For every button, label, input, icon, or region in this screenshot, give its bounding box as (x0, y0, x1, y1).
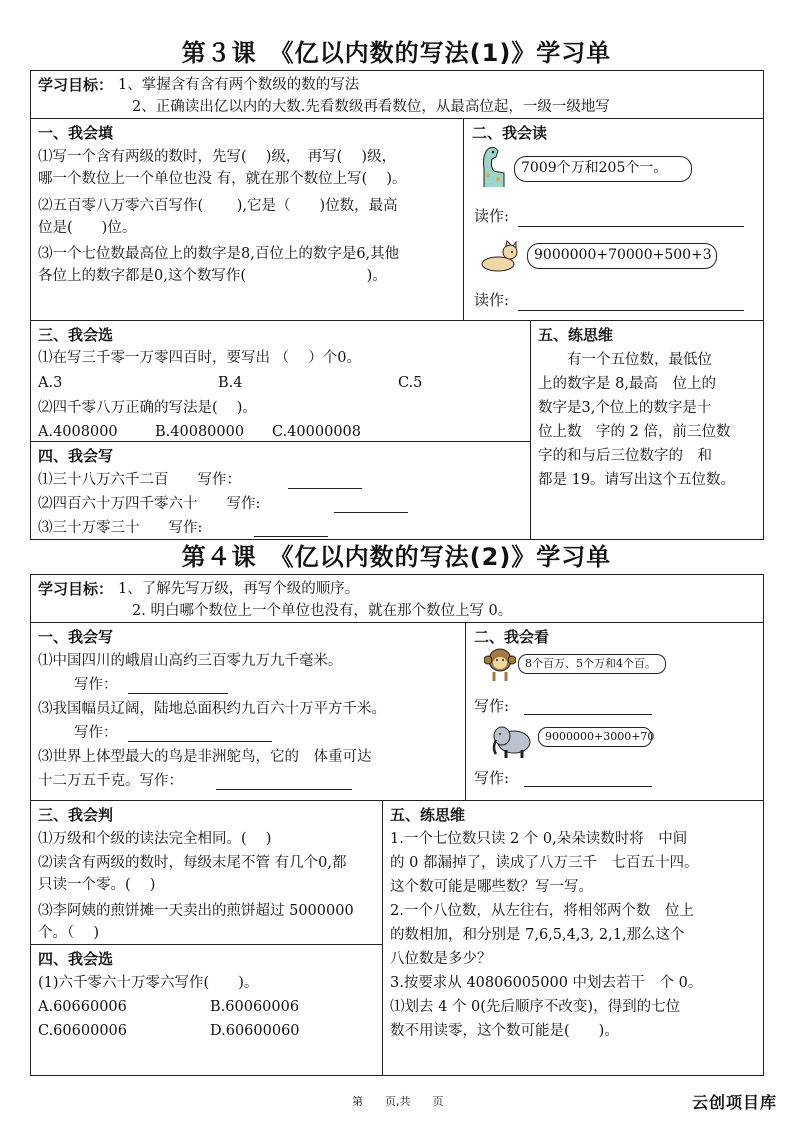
answer-line[interactable] (518, 226, 744, 227)
think-line: 这个数可能是哪些数？写一写。 (390, 879, 593, 895)
option[interactable]: A.4008000 (38, 424, 118, 440)
read-label: 读作: (474, 291, 510, 309)
question: ⑵四千零八万正确的写法是( )。 (38, 400, 257, 416)
write-label: 写作: (474, 769, 510, 787)
think-line: ⑴划去 4 个 0(先后顺序不改变)，得到的七位 (390, 999, 681, 1015)
section-heading: 二、我会读 (472, 124, 548, 142)
goal-1: 1、掌握含有含有两个数级的数的写法 (118, 77, 360, 93)
think-line: 有一个五位数，最低位 (538, 352, 712, 368)
write-label: 写作: (474, 697, 510, 715)
judge-line: ⑴万级和个级的读法完全相同。( ) (38, 831, 272, 847)
judge-line: ⑵读含有两级的数时，每级末尾不管 有几个0,都 (38, 855, 347, 871)
option[interactable]: B.40080000 (155, 424, 245, 440)
goal-label: 学习目标： (38, 580, 114, 598)
option[interactable]: D.60600060 (210, 1023, 300, 1039)
judge-line: 个。（ ) (38, 925, 100, 941)
fill-line: ⑶一个七位数最高位上的数字是8,百位上的数字是6,其他 (38, 246, 400, 262)
answer-line[interactable] (128, 741, 272, 742)
goal-label: 学习目标： (38, 76, 114, 94)
dog-icon (476, 240, 522, 274)
think-line: 位上数 字的 2 倍，前三位数 (538, 424, 731, 440)
section-heading: 二、我会看 (474, 628, 550, 646)
write-label: 写作： (74, 677, 118, 693)
divider (530, 320, 531, 540)
answer-line[interactable] (128, 693, 228, 694)
option[interactable]: B.60060006 (210, 999, 300, 1015)
think-line: 的 0 都漏掉了，读成了八万三千 七百五十四。 (390, 855, 699, 871)
think-line: 字的和与后三位数字的 和 (538, 448, 712, 464)
question: ⑴三十八万六千二百 写作： (38, 472, 241, 488)
lesson4-title: 第４课 《亿以内数的写法(2)》学习单 (181, 543, 612, 571)
question: ⑵四百六十万四千零六十 写作: (38, 496, 261, 512)
divider (30, 800, 764, 801)
fill-line: 哪一个数位上一个单位也没 有，就在那个数位上写( )。 (38, 171, 407, 187)
judge-line: 只读一个零。( ) (38, 877, 156, 893)
judge-line: ⑶李阿姨的煎饼摊一天卖出的煎饼超过 5000000 (38, 903, 354, 919)
section-heading: 五、练思维 (390, 806, 466, 824)
divider (30, 320, 764, 321)
divider (30, 622, 764, 623)
divider (463, 118, 464, 320)
giraffe-icon (474, 143, 512, 191)
think-line: 数不用读零，这个数可能是( )。 (390, 1023, 619, 1039)
goal-2: 2. 明白哪个数位上一个单位也没有，就在那个数位上写 0。 (132, 603, 513, 619)
think-line: 1.一个七位数只读 2 个 0,朵朵读数时将 中间 (390, 831, 688, 847)
monkey-icon (484, 646, 516, 682)
section-heading: 一、我会写 (38, 628, 114, 646)
question: ⑴中国四川的峨眉山高约三百零九万九千毫米。 (38, 653, 343, 669)
question: ⑶三十万零三十 写作: (38, 520, 203, 536)
answer-line[interactable] (254, 536, 328, 537)
think-line: 3.按要求从 40806005000 中划去若干 个 0。 (390, 975, 703, 991)
question: (1)六千零六十万零六写作( )。 (38, 975, 259, 991)
answer-line[interactable] (524, 714, 652, 715)
speech-bubble: 9000000+3000+70 (538, 727, 652, 747)
fill-line: ⑴写一个含有两级的数时，先写( )级， 再写( )级， (38, 149, 397, 165)
divider (382, 800, 383, 1076)
option[interactable]: C.60600006 (38, 1023, 127, 1039)
think-line: 上的数字是 8,最高 位上的 (538, 376, 716, 392)
question: ⑶我国幅员辽阔，陆地总面积约九百六十万平方千米。 (38, 701, 386, 717)
lesson3-title: 第３课 《亿以内数的写法(1)》学习单 (181, 39, 612, 67)
answer-line[interactable] (216, 789, 352, 790)
think-line: 的数相加，和分别是 7,6,5,4,3, 2,1,那么这个 (390, 927, 685, 943)
think-line: 2.一个八位数，从左往右，将相邻两个数 位上 (390, 903, 694, 919)
section-heading: 一、我会填 (38, 124, 114, 142)
brand-watermark: 云创项目库 (692, 1093, 778, 1112)
section-heading: 四、我会写 (38, 447, 114, 465)
section-heading: 三、我会判 (38, 806, 114, 824)
answer-line[interactable] (524, 786, 652, 787)
section-heading: 三、我会选 (38, 326, 114, 344)
page-number: 第 页,共 页 (352, 1095, 444, 1108)
read-label: 读作: (474, 207, 510, 225)
answer-line[interactable] (518, 310, 744, 311)
divider (465, 622, 466, 800)
think-line: 数字是3,个位上的数字是十 (538, 400, 712, 416)
speech-bubble: 8个百万、5个万和4个百。 (518, 654, 666, 674)
option[interactable]: B.4 (218, 375, 243, 391)
speech-bubble: 7009个万和205个一。 (514, 156, 692, 182)
fill-line: ⑵五百零八万零六百写作( ),它是（ )位数，最高 (38, 198, 398, 214)
question: 十二万五千克。写作： (38, 773, 183, 789)
think-line: 都是 19。请写出这个五位数。 (538, 472, 736, 488)
section-heading: 五、练思维 (538, 326, 614, 344)
fill-line: 位是( )位。 (38, 220, 137, 236)
question: ⑴在写三千零一万零四百时，要写出 （ ）个0。 (38, 350, 361, 366)
divider (30, 944, 382, 945)
option[interactable]: A.3 (38, 375, 63, 391)
elephant-icon (488, 720, 536, 760)
question: ⑶世界上体型最大的鸟是非洲鸵鸟，它的 体重可达 (38, 749, 372, 765)
answer-line[interactable] (288, 488, 362, 489)
option[interactable]: C.5 (398, 375, 423, 391)
option[interactable]: C.40000008 (272, 424, 361, 440)
think-line: 八位数是多少？ (390, 951, 492, 967)
option[interactable]: A.60660006 (38, 999, 127, 1015)
write-label: 写作： (74, 725, 118, 741)
speech-bubble: 9000000+70000+500+3 (527, 243, 717, 269)
goal-1: 1、了解先写万级，再写个级的顺序。 (118, 581, 360, 597)
section-heading: 四、我会选 (38, 950, 114, 968)
fill-line: 各位上的数字都是0,这个数写作( )。 (38, 268, 387, 284)
goal-2: 2、正确读出亿以内的大数.先看数级再看数位，从最高位起，一级一级地写 (132, 99, 610, 115)
answer-line[interactable] (334, 512, 408, 513)
divider (30, 118, 764, 119)
